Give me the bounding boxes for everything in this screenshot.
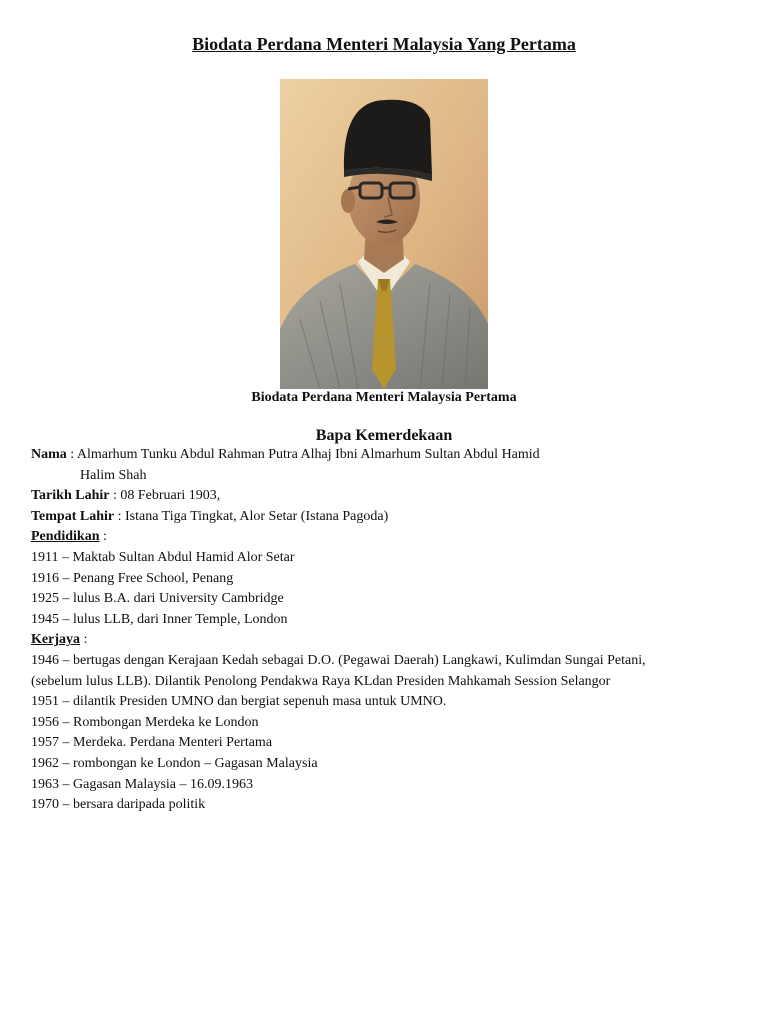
pendidikan-item: 1916 – Penang Free School, Penang bbox=[31, 570, 234, 586]
document-title: Biodata Perdana Menteri Malaysia Yang Pertama bbox=[192, 34, 576, 54]
tempat-lahir-label: Tempat Lahir bbox=[31, 508, 115, 524]
section-subtitle: Bapa Kemerdekaan bbox=[315, 427, 453, 444]
pendidikan-heading-line: Pendidikan : bbox=[31, 529, 107, 545]
nama-line: Nama : Almarhum Tunku Abdul Rahman Putra Alhaj Ibni Almarhum Sultan Abdul Hamid bbox=[31, 447, 540, 462]
biodata-body bbox=[31, 445, 731, 816]
tempat-lahir-line: Tempat Lahir : Istana Tiga Tingkat, Alor Setar (Istana Pagoda) bbox=[31, 508, 389, 524]
kerjaya-item: 1946 – bertugas dengan Kerajaan Kedah sebagai D.O. (Pegawai Daerah) Langkawi, Kulimdan Sungai Petani, bbox=[31, 652, 646, 668]
pendidikan-item: 1945 – lulus LLB, dari Inner Temple, London bbox=[31, 611, 288, 627]
kerjaya-item: 1951 – dilantik Presiden UMNO dan bergiat sepenuh masa untuk UMNO. bbox=[31, 694, 447, 710]
nama-value: Almarhum Tunku Abdul Rahman Putra Alhaj Ibni Almarhum Sultan Abdul Hamid bbox=[76, 447, 540, 462]
portrait-photo bbox=[280, 79, 488, 389]
kerjaya-item: 1963 – Gagasan Malaysia – 16.09.1963 bbox=[31, 776, 254, 792]
kerjaya-item: 1956 – Rombongan Merdeka ke London bbox=[31, 714, 259, 730]
pendidikan-item: 1925 – lulus B.A. dari University Cambridge bbox=[31, 591, 284, 607]
kerjaya-item: 1970 – bersara daripada politik bbox=[31, 797, 206, 813]
tarikh-lahir-line: Tarikh Lahir : 08 Februari 1903, bbox=[31, 488, 221, 504]
pendidikan-item: 1911 – Maktab Sultan Abdul Hamid Alor Setar bbox=[31, 549, 295, 565]
kerjaya-item: 1962 – rombongan ke London – Gagasan Malaysia bbox=[31, 755, 318, 771]
nama-label: Nama bbox=[31, 447, 67, 462]
kerjaya-heading: Kerjaya bbox=[31, 632, 80, 648]
kerjaya-item: (sebelum lulus LLB). Dilantik Penolong Pendakwa Raya KLdan Presiden Mahkamah Session Selangor bbox=[31, 673, 611, 689]
tarikh-lahir-label: Tarikh Lahir bbox=[31, 488, 110, 504]
tempat-lahir-value: Istana Tiga Tingkat, Alor Setar (Istana Pagoda) bbox=[125, 508, 389, 524]
portrait-illustration bbox=[280, 79, 488, 389]
tarikh-lahir-value: 08 Februari 1903, bbox=[120, 488, 221, 504]
kerjaya-item: 1957 – Merdeka. Perdana Menteri Pertama bbox=[31, 735, 273, 751]
nama-value-continuation: Halim Shah bbox=[80, 467, 147, 483]
pendidikan-heading: Pendidikan bbox=[31, 529, 100, 545]
kerjaya-heading-line: Kerjaya : bbox=[31, 632, 88, 648]
portrait-caption: Biodata Perdana Menteri Malaysia Pertama bbox=[251, 390, 517, 405]
